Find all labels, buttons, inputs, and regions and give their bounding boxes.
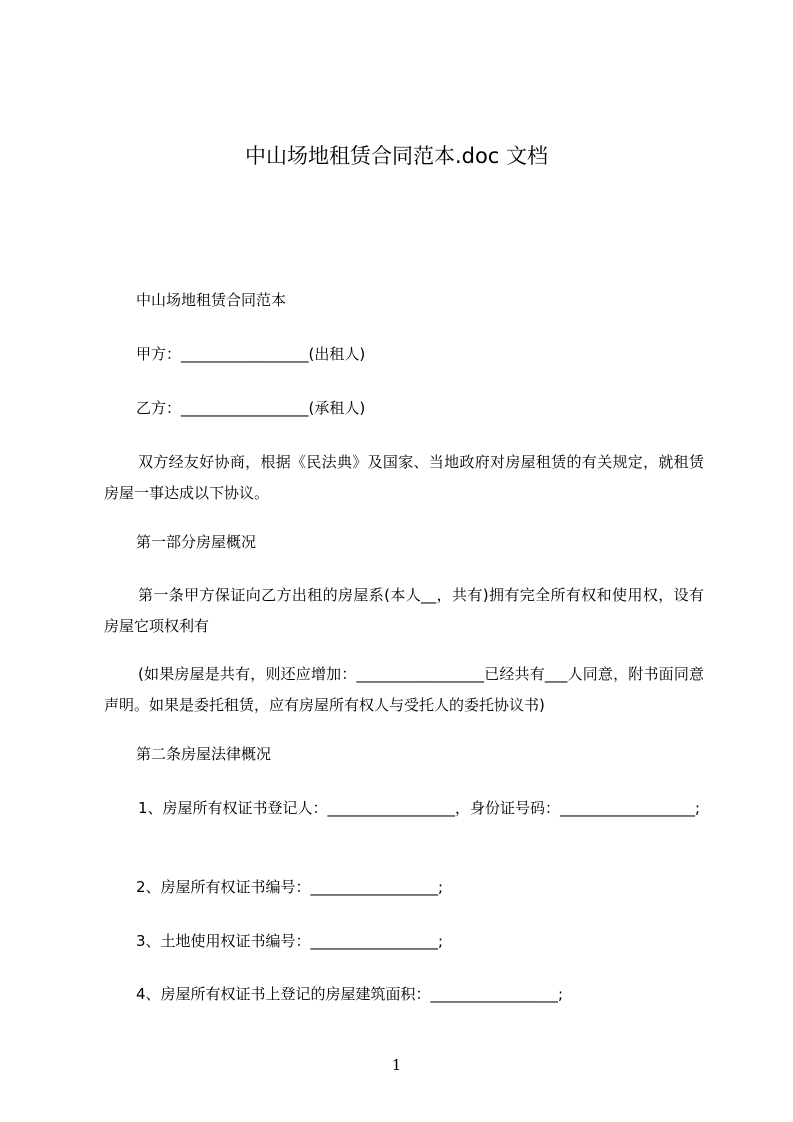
party-b-line: 乙方：_________________(承租人) — [136, 399, 366, 417]
clause-3-land-use-certificate: 3、土地使用权证书编号：_________________; — [136, 932, 444, 950]
co-ownership-note-paragraph: (如果房屋是共有，则还应增加：_________________已经共有___人同意，附书面同意声明。如果是委托租赁，应有房屋所有权人与受托人的委托协议书) — [104, 665, 704, 714]
page-number: 1 — [391, 1056, 402, 1074]
clause-1-registrant: 1、房屋所有权证书登记人：_________________，身份证号码：__________________; — [138, 799, 701, 817]
article-one-paragraph: 第一条甲方保证向乙方出租的房屋系(本人__，共有)拥有完全所有权和使用权，设有房屋它项权利有 — [104, 586, 704, 635]
article-two-heading: 第二条房屋法律概况 — [136, 745, 272, 763]
contract-heading: 中山场地租赁合同范本 — [136, 291, 287, 309]
preamble-paragraph: 双方经友好协商，根据《民法典》及国家、当地政府对房屋租赁的有关规定，就租赁房屋一事达成以下协议。 — [104, 453, 704, 502]
party-a-line: 甲方：_________________(出租人) — [136, 345, 366, 363]
clause-2-certificate-number: 2、房屋所有权证书编号：_________________; — [136, 878, 444, 896]
section-heading-part-one: 第一部分房屋概况 — [136, 533, 257, 551]
document-title: 中山场地租赁合同范本.doc 文档 — [244, 144, 549, 168]
clause-4-building-area: 4、房屋所有权证书上登记的房屋建筑面积：_________________; — [136, 985, 564, 1003]
